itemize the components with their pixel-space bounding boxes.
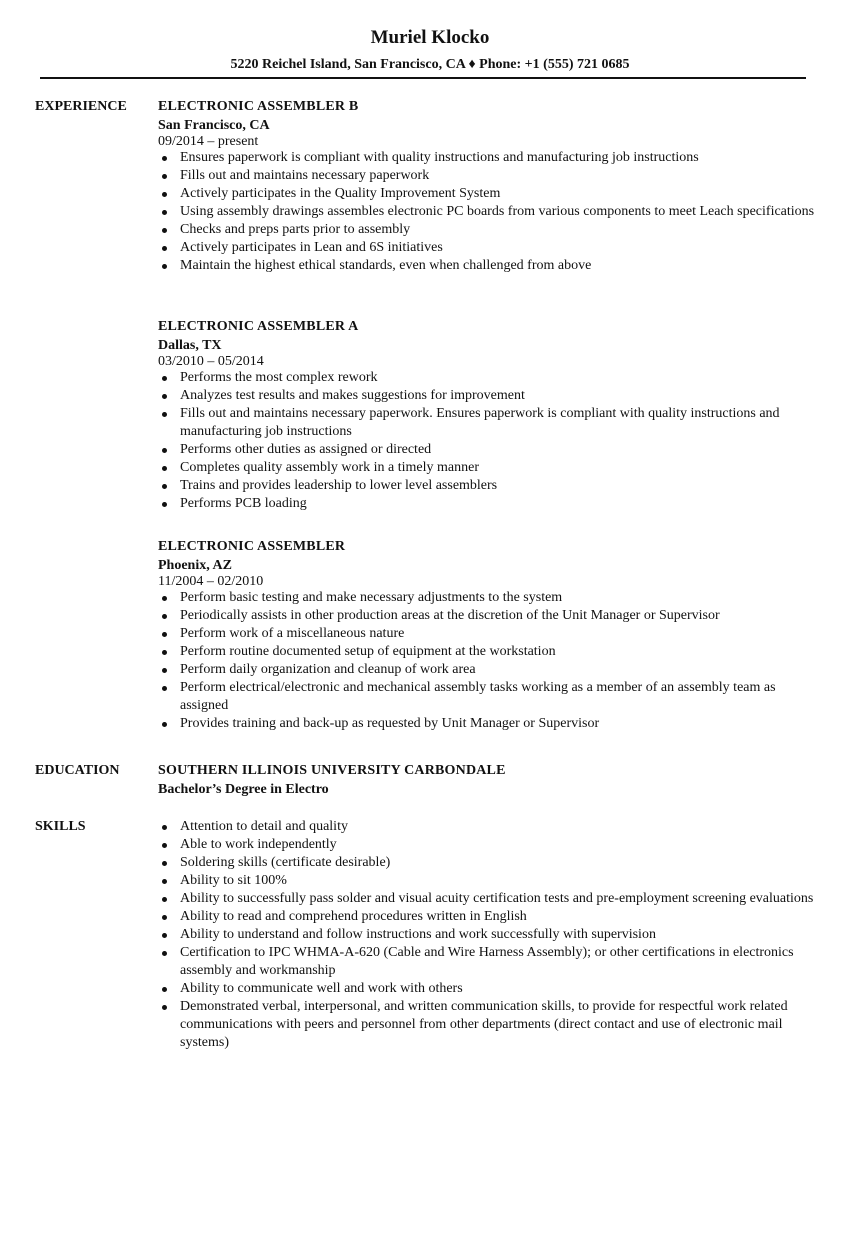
bullet-icon: [162, 632, 167, 637]
job-dates: 11/2004 – 02/2010: [158, 574, 264, 589]
list-item-text: Perform work of a miscellaneous nature: [180, 626, 405, 641]
list-item-text: Performs other duties as assigned or directed: [180, 442, 432, 457]
bullet-icon: [162, 933, 167, 938]
job-location: Dallas, TX: [158, 338, 222, 353]
list-item-text: Ability to understand and follow instructions and work successfully with supervision: [180, 927, 656, 942]
list-item-text: Periodically assists in other production areas at the discretion of the Unit Manager or Supervisor: [180, 608, 720, 623]
list-item: [158, 998, 818, 1052]
list-item: [158, 495, 818, 513]
job-location: San Francisco, CA: [158, 118, 270, 133]
section-label-experience: EXPERIENCE: [35, 99, 127, 114]
list-item: [158, 854, 818, 872]
list-item-text: Checks and preps parts prior to assembly: [180, 222, 411, 237]
bullet-icon: [162, 484, 167, 489]
list-item: [158, 167, 818, 185]
list-item: [158, 221, 818, 239]
list-item-text: Fills out and maintains necessary paperwork: [180, 168, 430, 183]
list-item: [158, 980, 818, 998]
job-dates: 03/2010 – 05/2014: [158, 354, 264, 369]
list-item-text: Ability to successfully pass solder and visual acuity certification tests and pre-employment screening evaluations: [180, 891, 814, 906]
list-item: [158, 149, 818, 167]
list-item: [158, 369, 818, 387]
list-item-text: Perform electrical/electronic and mechanical assembly tasks working as a member of an assembly team as assigned: [180, 680, 776, 713]
bullet-icon: [162, 915, 167, 920]
list-item-text: Able to work independently: [180, 837, 337, 852]
list-item-text: Attention to detail and quality: [180, 819, 348, 834]
list-item: [158, 459, 818, 477]
list-item-text: Trains and provides leadership to lower level assemblers: [180, 478, 498, 493]
list-item: [158, 908, 818, 926]
bullet-icon: [162, 614, 167, 619]
list-item-text: Perform daily organization and cleanup of work area: [180, 662, 476, 677]
job-title: ELECTRONIC ASSEMBLER: [158, 539, 346, 554]
list-item-text: Actively participates in the Quality Improvement System: [180, 186, 501, 201]
bullet-icon: [162, 246, 167, 251]
list-item: [158, 818, 818, 836]
school-name: SOUTHERN ILLINOIS UNIVERSITY CARBONDALE: [158, 763, 506, 778]
bullet-icon: [162, 156, 167, 161]
bullet-icon: [162, 264, 167, 269]
bullet-icon: [162, 825, 167, 830]
list-item: [158, 661, 818, 679]
list-item-text: Using assembly drawings assembles electronic PC boards from various components to meet Leach specifications: [180, 204, 815, 219]
list-item: [158, 944, 818, 980]
bullet-icon: [162, 228, 167, 233]
contact-line: 5220 Reichel Island, San Francisco, CA ♦ Phone: +1 (555) 721 0685: [230, 57, 630, 72]
bullet-icon: [162, 466, 167, 471]
bullet-icon: [162, 376, 167, 381]
bullet-icon: [162, 412, 167, 417]
list-item-text: Ability to sit 100%: [180, 873, 287, 888]
list-item-text: Soldering skills (certificate desirable): [180, 855, 391, 870]
list-item-text: Perform basic testing and make necessary adjustments to the system: [180, 590, 563, 605]
list-item: [158, 625, 818, 643]
list-item: [158, 405, 818, 441]
bullet-icon: [162, 210, 167, 215]
job-title: ELECTRONIC ASSEMBLER A: [158, 319, 359, 334]
list-item: [158, 890, 818, 908]
header-divider: [40, 77, 806, 79]
list-item-text: Certification to IPC WHMA-A-620 (Cable and Wire Harness Assembly); or other certifications in electronics assembly and workmanship: [180, 945, 794, 978]
bullet-icon: [162, 722, 167, 727]
job-duties: [158, 589, 818, 733]
list-item: [158, 257, 818, 275]
job-duties: [158, 369, 818, 513]
job-duties: [158, 149, 818, 275]
bullet-icon: [162, 192, 167, 197]
bullet-icon: [162, 686, 167, 691]
list-item-text: Actively participates in Lean and 6S initiatives: [180, 240, 443, 255]
list-item: [158, 239, 818, 257]
list-item-text: Perform routine documented setup of equipment at the workstation: [180, 644, 556, 659]
bullet-icon: [162, 1005, 167, 1010]
skills-entry: [158, 818, 818, 1052]
list-item: [158, 477, 818, 495]
list-item-text: Ability to read and comprehend procedures written in English: [180, 909, 527, 924]
list-item: [158, 926, 818, 944]
bullet-icon: [162, 897, 167, 902]
bullet-icon: [162, 394, 167, 399]
skills-list: [158, 818, 818, 1052]
list-item: [158, 643, 818, 661]
list-item-text: Fills out and maintains necessary paperwork. Ensures paperwork is compliant with quality instructions and manufacturing job instructions: [180, 406, 780, 439]
bullet-icon: [162, 668, 167, 673]
list-item: [158, 589, 818, 607]
job-entry: [158, 538, 818, 733]
bullet-icon: [162, 650, 167, 655]
list-item-text: Provides training and back-up as requested by Unit Manager or Supervisor: [180, 716, 600, 731]
list-item-text: Maintain the highest ethical standards, even when challenged from above: [180, 258, 592, 273]
list-item-text: Ensures paperwork is compliant with quality instructions and manufacturing job instructions: [180, 150, 699, 165]
bullet-icon: [162, 951, 167, 956]
bullet-icon: [162, 448, 167, 453]
list-item: [158, 872, 818, 890]
bullet-icon: [162, 861, 167, 866]
job-entry: [158, 98, 818, 275]
list-item-text: Ability to communicate well and work with others: [180, 981, 463, 996]
list-item: [158, 715, 818, 733]
list-item: [158, 441, 818, 459]
education-entry: [158, 762, 818, 798]
list-item: [158, 679, 818, 715]
bullet-icon: [162, 843, 167, 848]
list-item-text: Demonstrated verbal, interpersonal, and written communication skills, to provide for respectful work related communications with peers and personnel from other departments (direct contact and use of electronic mail systems): [180, 999, 788, 1050]
bullet-icon: [162, 596, 167, 601]
job-entry: [158, 318, 818, 513]
degree: Bachelor’s Degree in Electro: [158, 782, 329, 797]
bullet-icon: [162, 174, 167, 179]
job-title: ELECTRONIC ASSEMBLER B: [158, 99, 359, 114]
section-label-skills: SKILLS: [35, 819, 86, 834]
list-item: [158, 607, 818, 625]
section-label-education: EDUCATION: [35, 763, 120, 778]
job-dates: 09/2014 – present: [158, 134, 259, 149]
job-location: Phoenix, AZ: [158, 558, 232, 573]
candidate-name: Muriel Klocko: [370, 27, 490, 48]
bullet-icon: [162, 987, 167, 992]
list-item: [158, 185, 818, 203]
resume-header: [0, 26, 860, 73]
bullet-icon: [162, 879, 167, 884]
list-item-text: Performs PCB loading: [180, 496, 307, 511]
list-item: [158, 203, 818, 221]
list-item: [158, 836, 818, 854]
bullet-icon: [162, 502, 167, 507]
list-item-text: Completes quality assembly work in a timely manner: [180, 460, 479, 475]
list-item-text: Analyzes test results and makes suggestions for improvement: [180, 388, 525, 403]
list-item: [158, 387, 818, 405]
list-item-text: Performs the most complex rework: [180, 370, 378, 385]
